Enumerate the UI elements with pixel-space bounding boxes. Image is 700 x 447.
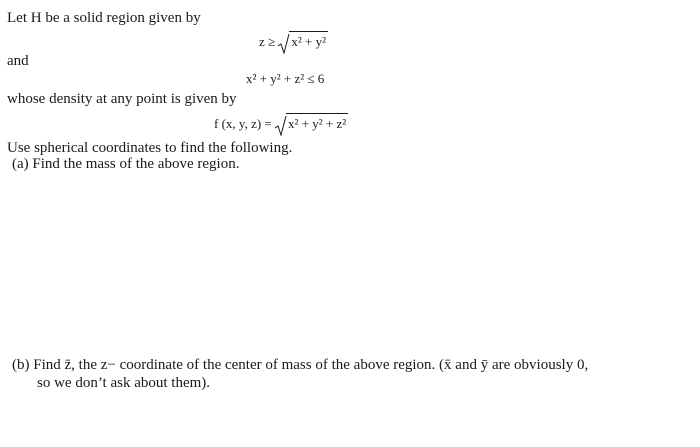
cone-radicand: x² + y² [289, 31, 328, 51]
sphere-inequality: x² + y² + z² ≤ 6 [246, 71, 325, 86]
part-a: (a) Find the mass of the above region. [12, 156, 240, 172]
density-radicand: x² + y² + z² [286, 113, 348, 133]
cone-lhs: z ≥ [259, 34, 276, 49]
density-function [214, 113, 348, 133]
intro-let-text: Let H be a solid region given by [7, 10, 201, 26]
density-intro-text: whose density at any point is given by [7, 91, 237, 107]
sqrt-symbol-density [275, 113, 348, 133]
and-text: and [7, 53, 29, 69]
density-lhs: f (x, y, z) = [214, 116, 272, 131]
cone-inequality [259, 31, 328, 51]
radical-sign-density [275, 116, 287, 136]
sqrt-symbol [278, 31, 328, 51]
part-b-line1: (b) Find z̄, the z− coordinate of the center of mass of the above region. (x̄ and ȳ are obviously 0, [12, 357, 589, 373]
part-b-line2: so we don’t ask about them). [37, 375, 211, 391]
use-spherical-text: Use spherical coordinates to find the following. [7, 140, 293, 156]
radical-sign [278, 34, 290, 54]
